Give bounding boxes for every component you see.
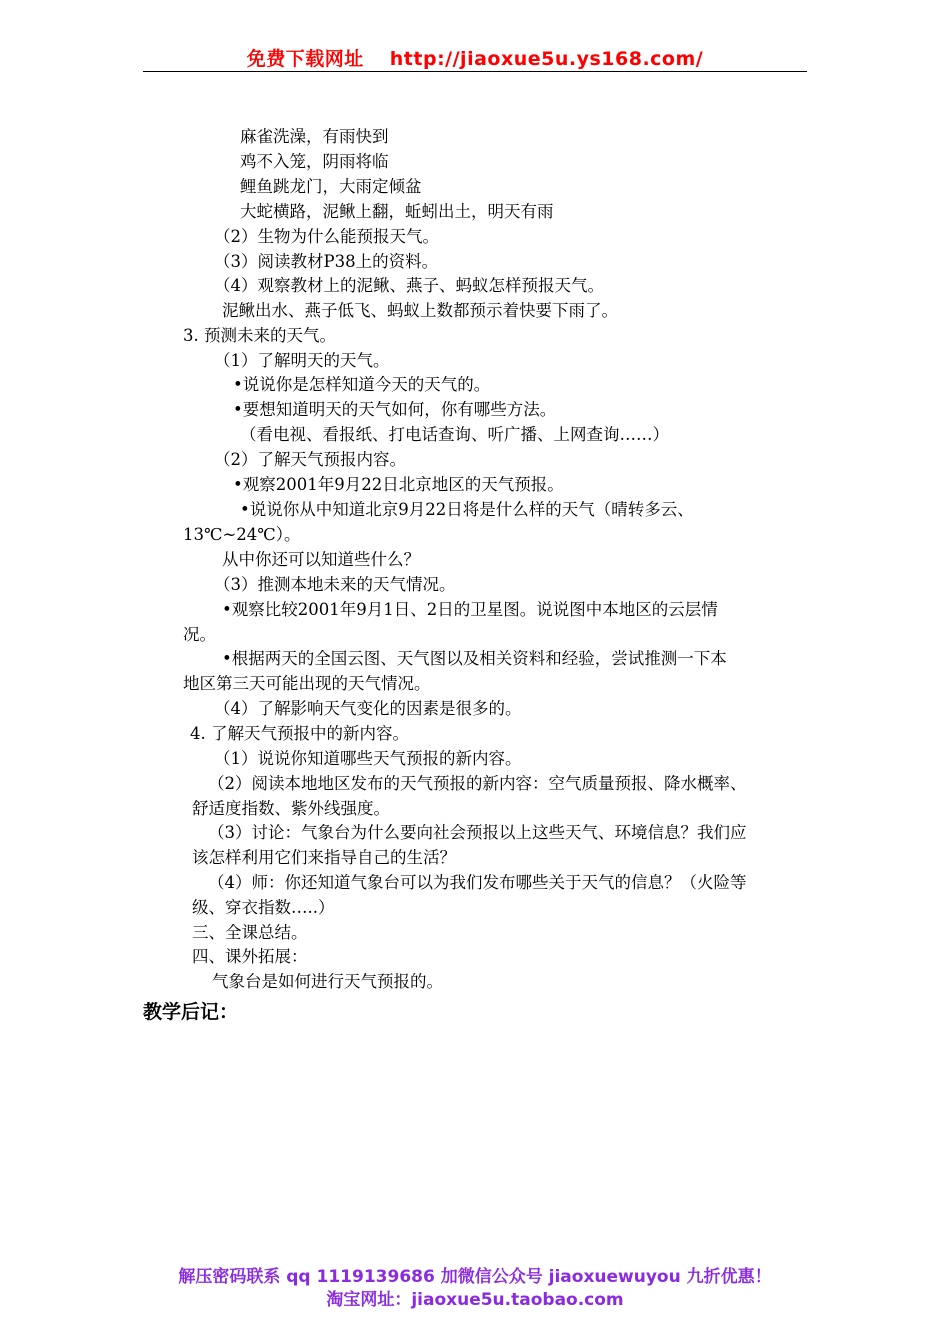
body-line: 四、课外拓展： <box>192 947 308 966</box>
body-line: 鲤鱼跳龙门，大雨定倾盆 <box>240 177 422 196</box>
page-header <box>0 44 950 71</box>
body-line: （4）观察教材上的泥鳅、燕子、蚂蚁怎样预报天气。 <box>214 276 604 295</box>
header-url-link[interactable]: http://jiaoxue5u.ys168.com/ <box>389 48 704 70</box>
body-line: （看电视、看报纸、打电话查询、听广播、上网查询……） <box>240 425 669 444</box>
body-line: （1）了解明天的天气。 <box>214 351 390 370</box>
footer-contact: 解压密码联系 qq 1119139686 加微信公众号 jiaoxuewuyou 九折优惠！ <box>178 1267 772 1287</box>
footer-shop-link[interactable]: 淘宝网址：jiaoxue5u.taobao.com <box>326 1290 624 1310</box>
body-line: 气象台是如何进行天气预报的。 <box>212 972 443 991</box>
body-line: 三、全课总结。 <box>192 923 308 942</box>
header-label: 免费下载网址 <box>246 48 364 70</box>
body-line: 3. 预测未来的天气。 <box>183 326 336 345</box>
body-line: 大蛇横路，泥鳅上翻，蚯蚓出土，明天有雨 <box>240 202 554 221</box>
body-line: （2）阅读本地地区发布的天气预报的新内容：空气质量预报、降水概率、 <box>208 774 747 793</box>
body-line: 鸡不入笼，阴雨将临 <box>240 152 389 171</box>
body-line: （4）了解影响天气变化的因素是很多的。 <box>214 699 522 718</box>
body-line: 泥鳅出水、燕子低飞、蚂蚁上数都预示着快要下雨了。 <box>222 301 618 320</box>
body-line: （3）讨论：气象台为什么要向社会预报以上这些天气、环境信息？我们应 <box>208 823 747 842</box>
body-line: （2）生物为什么能预报天气。 <box>214 227 439 246</box>
body-line: 该怎样利用它们来指导自己的生活？ <box>192 848 456 867</box>
body-line: 麻雀洗澡，有雨快到 <box>240 127 389 146</box>
body-line: 况。 <box>183 625 216 644</box>
body-line: （3）推测本地未来的天气情况。 <box>214 575 456 594</box>
body-line: 级、穿衣指数…..） <box>192 898 335 917</box>
body-line: •说说你是怎样知道今天的天气的。 <box>233 375 491 394</box>
body-line: （3）阅读教材P38上的资料。 <box>214 252 439 271</box>
body-line: （4）师：你还知道气象台可以为我们发布哪些关于天气的信息？（火险等 <box>208 873 747 892</box>
body-line: 从中你还可以知道些什么？ <box>222 550 420 569</box>
header-divider <box>143 71 807 72</box>
teaching-notes-heading: 教学后记： <box>143 1001 239 1023</box>
body-line: •根据两天的全国云图、天气图以及相关资料和经验，尝试推测一下本 <box>222 649 727 668</box>
body-line: （1）说说你知道哪些天气预报的新内容。 <box>214 749 522 768</box>
body-line: （2）了解天气预报内容。 <box>214 450 406 469</box>
body-line: 地区第三天可能出现的天气情况。 <box>183 674 431 693</box>
body-line: •说说你从中知道北京9月22日将是什么样的天气（晴转多云、 <box>240 500 694 519</box>
body-line: 13℃~24℃）。 <box>183 525 301 544</box>
body-line: 4. 了解天气预报中的新内容。 <box>190 724 409 743</box>
body-line: •观察2001年9月22日北京地区的天气预报。 <box>233 475 564 494</box>
body-line: 舒适度指数、紫外线强度。 <box>192 799 390 818</box>
body-line: •观察比较2001年9月1日、2日的卫星图。说说图中本地区的云层情 <box>222 600 718 619</box>
body-line: •要想知道明天的天气如何，你有哪些方法。 <box>233 400 557 419</box>
